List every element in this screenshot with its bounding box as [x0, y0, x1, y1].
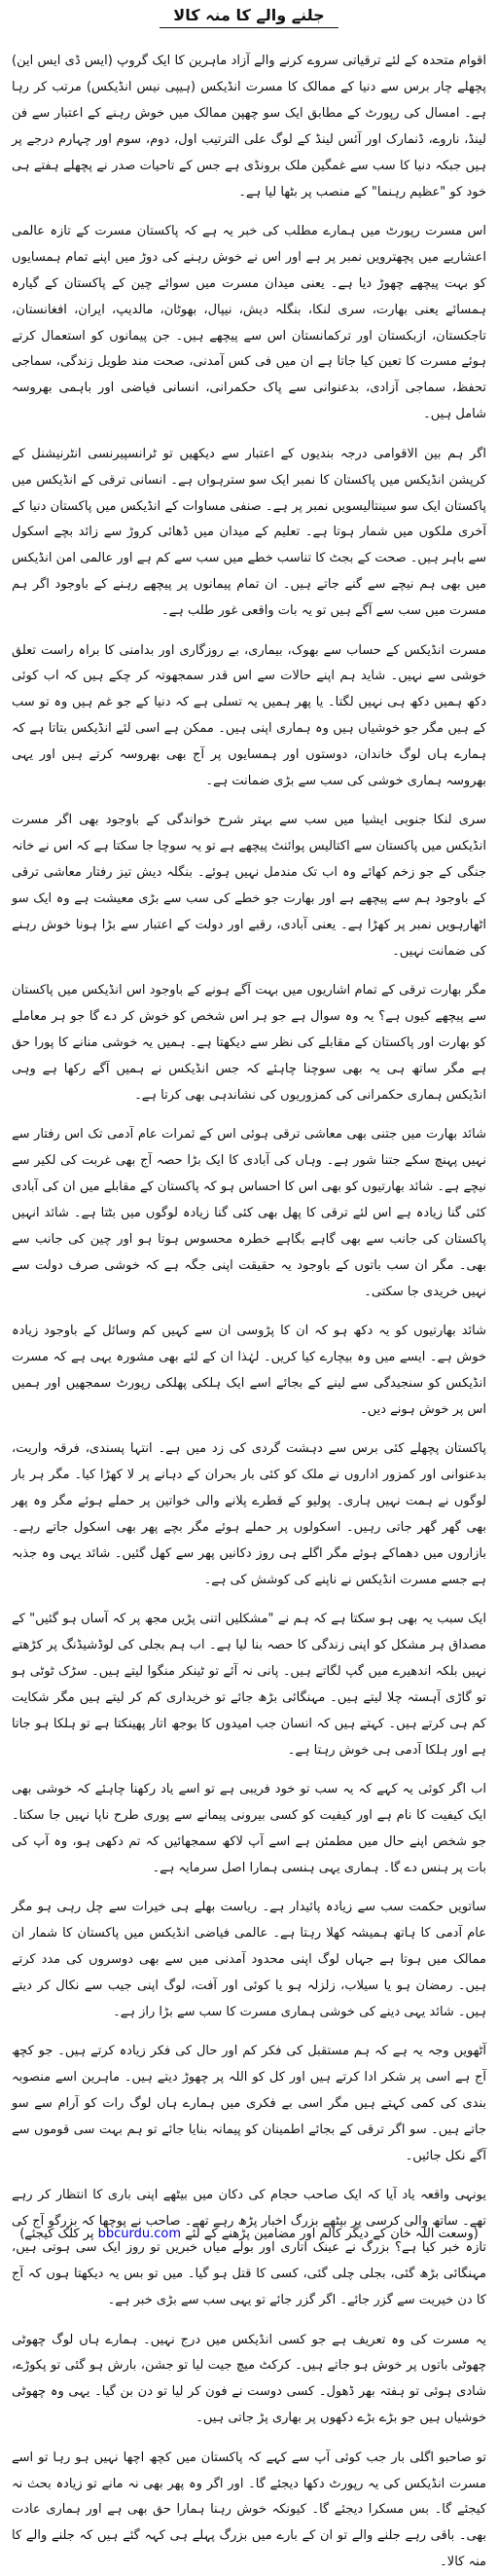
- paragraph-3: اگر ہم بین الاقوامی درجہ بندیوں کے اعتبار سے دیکھیں تو ٹرانسپیرنسی انٹرنیشنل کے کرپشن انڈیکس میں پاکستان کا نمبر ایک سو سترہواں ہے۔ انسانی ترقی کے انڈیکس میں پاکستان ایک سو سینتالیسویں نمبر پر ہے۔ صنفی مساوات کے انڈیکس میں پاکستان دنیا کے آخری ملکوں میں شمار ہوتا ہے۔ تعلیم کے میدان میں ڈھائی کروڑ سے زائد بچے اسکول سے باہر ہیں۔ صحت کے بجٹ کا تناسب خطے میں سب سے کم ہے اور عالمی امن انڈیکس میں بھی ہم نیچے سے گنے جاتے ہیں۔ ان تمام پیمانوں پر پیچھے رہنے کے باوجود اگر ہم مسرت میں سب سے آگے ہیں تو یہ بات واقعی غور طلب ہے۔: [12, 446, 486, 619]
- paragraph-14: یونہی واقعہ یاد آیا کہ ایک صاحب حجام کی دکان میں بیٹھے اپنی باری کا انتظار کر رہے تھے۔ ساتھ والی کرسی پر بیٹھے بزرگ اخبار پڑھ رہے تھے۔ صاحب نے پوچھا کہ بزرگو آج کی تازہ خبر کیا ہے؟ بزرگ نے عینک اتاری اور بولے میاں خبریں تو روز ایک سی ہوتی ہیں، مہنگائی بڑھ گئی، بجلی چلی گئی، کسی کا قتل ہو گیا۔ میں تو بس یہ دیکھتا ہوں کہ آج کا دن خیریت سے گزر جائے۔ اگر گزر جائے تو یہی سب سے بڑی خبر ہے۔: [12, 2188, 486, 2308]
- paragraph-1: اقوام متحدہ کے لئے ترقیاتی سروے کرنے والے آزاد ماہرین کا ایک گروپ (ایس ڈی ایس این) پچھلے چار برس سے دنیا کے ممالک کا مسرت انڈیکس (ہیپی نیس انڈیکس) مرتب کر رہا ہے۔ امسال کی رپورٹ کے مطابق ایک سو چھپن ممالک میں خوش رہنے کے اعتبار سے فن لینڈ، ناروے، ڈنمارک اور آئس لینڈ کے لوگ علی الترتیب اول، دوم، سوم اور چہارم درجے پر ہیں جبکہ دنیا کا سب سے غمگین ملک برونڈی ہے جس کے تاحیات صدر نے پچھلے ہفتے ہی خود کو "عظیم رہنما" کے منصب پر بٹھا لیا ہے۔: [12, 54, 486, 200]
- paragraph-15: یہ مسرت کی وہ تعریف ہے جو کسی انڈیکس میں درج نہیں۔ ہمارے ہاں لوگ چھوٹی چھوٹی باتوں پر خوش ہو جاتے ہیں۔ کرکٹ میچ جیت لیا تو جشن، بارش ہو گئی تو پکوڑے، شادی ہوئی تو ہفتہ بھر ڈھول۔ کسی دوست نے فون کر لیا تو دن بن گیا۔ یہی وہ چھوٹی خوشیاں ہیں جو بڑے بڑے دکھوں پر بھاری پڑ جاتی ہیں۔: [12, 2332, 486, 2426]
- paragraph-8: شائد بھارتیوں کو یہ دکھ ہو کہ ان کا پڑوسی ان سے کہیں کم وسائل کے باوجود زیادہ خوش ہے۔ ایسے میں وہ بیچارے کیا کریں۔ لہٰذا ان کے لئے بھی مشورہ یہی ہے کہ مسرت انڈیکس کو سنجیدگی سے لینے کے بجائے اسے ایک ہلکی پھلکی رپورٹ سمجھیں اور ہمیں اس پر خوش ہونے دیں۔: [12, 1324, 486, 1417]
- paragraph-10: ایک سبب یہ بھی ہو سکتا ہے کہ ہم نے "مشکلیں اتنی پڑیں مجھ پر کہ آساں ہو گئیں" کے مصداق ہر مشکل کو اپنی زندگی کا حصہ بنا لیا ہے۔ اب ہم بجلی کی لوڈشیڈنگ پر کڑھتے نہیں بلکہ اندھیرے میں گپ لگاتے ہیں۔ پانی نہ آئے تو ٹینکر منگوا لیتے ہیں۔ سڑک ٹوٹی ہو تو گاڑی آہستہ چلا لیتے ہیں۔ مہنگائی بڑھ جائے تو خریداری کم کر لیتے ہیں مگر شکایت کم ہی کرتے ہیں۔ کہتے ہیں کہ انسان جب امیدوں کا بوجھ اتار پھینکتا ہے تو ہلکا ہو جاتا ہے اور ہلکا آدمی ہی خوش رہتا ہے۔: [12, 1612, 486, 1758]
- paragraph-2: اس مسرت رپورٹ میں ہمارے مطلب کی خبر یہ ہے کہ پاکستان مسرت کے تازہ عالمی اعشاریے میں پچھترویں نمبر پر ہے اور اس نے خوش رہنے کی دوڑ میں اپنے تمام ہمسایوں کو بہت پیچھے چھوڑ دیا ہے۔ یعنی میدان مسرت میں سوائے چین کے پاکستان کے گیارہ ہمسائے یعنی بھارت، سری لنکا، بنگلہ دیش، نیپال، بھوٹان، مالدیپ، ایران، افغانستان، تاجکستان، ازبکستان اور ترکمانستان اس سے پیچھے ہیں۔ جن پیمانوں کو استعمال کرتے ہوئے مسرت کا تعین کیا جاتا ہے ان میں فی کس آمدنی، صحت مند طویل زندگی، سماجی تحفظ، سماجی آزادی، بدعنوانی سے پاک حکمرانی، انسانی فیاضی اور باہمی بھروسہ شامل ہیں۔: [12, 223, 486, 422]
- paragraph-4: مسرت انڈیکس کے حساب سے بھوک، بیماری، بے روزگاری اور بدامنی کا براہ راست تعلق خوشی سے نہیں۔ شاید ہم اپنے حالات سے اس قدر سمجھوتہ کر چکے ہیں کہ اب کوئی دکھ ہمیں دکھ ہی نہیں لگتا۔ یا پھر ہمیں یہ تسلی ہے کہ دنیا کے جو غم ہیں وہ تو سب کے ہیں مگر جو خوشیاں ہیں وہ ہماری اپنی ہیں۔ ممکن ہے اسی لئے انڈیکس بتاتا ہے کہ ہمارے ہاں لوگ خاندان، دوستوں اور ہمسایوں پر آج بھی بھروسہ کرتے ہیں اور یہی بھروسہ ہماری خوشی کی سب سے بڑی ضمانت ہے۔: [12, 642, 486, 789]
- paragraph-12: ساتویں حکمت سب سے زیادہ پائیدار ہے۔ ریاست بھلے ہی خیرات سے چل رہی ہو مگر عام آدمی کا ہاتھ ہمیشہ کھلا رہتا ہے۔ عالمی فیاضی انڈیکس میں پاکستان کا شمار ان ممالک میں ہوتا ہے جہاں لوگ اپنی محدود آمدنی میں سے بھی دوسروں کی مدد کرتے ہیں۔ رمضان ہو یا سیلاب، زلزلہ ہو یا کوئی اور آفت، لوگ اپنی جیب سے نکال کر دیتے ہیں۔ شائد یہی دینے کی خوشی ہماری مسرت کا سب سے بڑا راز ہے۔: [12, 1900, 486, 2020]
- bbcurdu-link[interactable]: bbcurdu.com: [97, 2227, 182, 2241]
- footer-prefix: (وسعت اللہ خان کے دیگر کالم اور مضامین پڑھنے کے لئے: [185, 2227, 479, 2241]
- footer-suffix: پر کلک کیجئے): [19, 2227, 94, 2241]
- paragraph-16: تو صاحبو اگلی بار جب کوئی آپ سے کہے کہ پاکستان میں کچھ اچھا نہیں ہو رہا تو اسے مسرت انڈیکس کی یہ رپورٹ دکھا دیجئے گا۔ اور اگر وہ پھر بھی نہ مانے تو زیادہ بحث نہ کیجئے گا۔ بس مسکرا دیجئے گا۔ کیونکہ خوش رہنا ہمارا حق بھی ہے اور ہماری عادت بھی۔ باقی رہے جلنے والے تو ان کے بارے میں بزرگ پہلے ہی کہہ گئے ہیں کہ جلنے والے کا منہ کالا۔: [12, 2449, 486, 2570]
- paragraph-5: سری لنکا جنوبی ایشیا میں سب سے بہتر شرح خواندگی کے باوجود بھی اگر مسرت انڈیکس میں پاکستان سے اکتالیس پوائنٹ پیچھے ہے تو یہ سوچا جا سکتا ہے کہ اس نے خانہ جنگی کے جو زخم کھائے وہ اب تک مندمل نہیں ہوئے۔ بنگلہ دیش تیز رفتار معاشی ترقی کے باوجود ہم سے پیچھے ہے اور بھارت جو خطے کی سب سے بڑی معیشت ہے وہ ایک سو اٹھارہویں نمبر پر کھڑا ہے۔ یعنی آبادی، رقبے اور دولت کے اعتبار سے بڑا ہونا خوش رہنے کی ضمانت نہیں۔: [12, 813, 486, 959]
- paragraph-9: پاکستان پچھلے کئی برس سے دہشت گردی کی زد میں ہے۔ انتہا پسندی، فرقہ واریت، بدعنوانی اور کمزور اداروں نے ملک کو کئی بار بحران کے دہانے پر لا کھڑا کیا۔ مگر ہر بار لوگوں نے ہمت نہیں ہاری۔ پولیو کے قطرے پلانے والی خواتین پر حملے ہوئے مگر وہ پھر بھی گھر گھر جاتی رہیں۔ اسکولوں پر حملے ہوئے مگر بچے پھر بھی اسکول جاتے رہے۔ بازاروں میں دھماکے ہوئے مگر اگلے ہی روز دکانیں پھر سے کھل گئیں۔ شائد یہی وہ جذبہ ہے جسے مسرت انڈیکس نے ناپنے کی کوشش کی ہے۔: [12, 1441, 486, 1587]
- paragraph-7: شائد بھارت میں جتنی بھی معاشی ترقی ہوئی اس کے ثمرات عام آدمی تک اس رفتار سے نہیں پہنچ سکے جتنا شور ہے۔ وہاں کی آبادی کا ایک بڑا حصہ آج بھی غربت کی لکیر سے نیچے ہے۔ شائد بھارتیوں کو بھی اس کا احساس ہو کہ پاکستان کے مقابلے میں ان کی آبادی کئی گنا زیادہ ہے اس لئے ترقی کا پھل بھی کئی گنا زیادہ لوگوں میں بٹتا ہے۔ شائد انہیں پاکستان کی جانب سے بھی گاہے بگاہے خطرہ محسوس ہوتا ہو اور چین کی جانب سے بھی۔ مگر ان سب باتوں کے باوجود یہ حقیقت اپنی جگہ ہے کہ خوشی صرف دولت سے نہیں خریدی جا سکتی۔: [12, 1127, 486, 1299]
- title-wrapper: [0, 6, 498, 28]
- article-footer: [0, 2227, 498, 2241]
- paragraph-13: آٹھویں وجہ یہ ہے کہ ہم مستقبل کی فکر کم اور حال کی فکر زیادہ کرتے ہیں۔ جو کچھ آج ہے اسی پر شکر ادا کرتے ہیں اور کل کو اللہ پر چھوڑ دیتے ہیں۔ ماہرین اسے منصوبہ بندی کی کمی کہتے ہیں مگر اسی بے فکری میں ہمارے ہاں لوگ رات کو آرام سے سو جاتے ہیں۔ سو اگر ترقی کے بجائے اطمینان کو پیمانہ بنایا جائے تو ہم بہت سی قوموں سے آگے نکل جائیں۔: [12, 2044, 486, 2164]
- paragraph-6: مگر بھارت ترقی کے تمام اشاریوں میں بہت آگے ہونے کے باوجود اس انڈیکس میں پاکستان سے پیچھے کیوں ہے؟ یہ وہ سوال ہے جو ہر اس شخص کو خوش کر دے گا جو ہر معاملے کو بھارت اور پاکستان کے مقابلے کی نظر سے دیکھتا ہے۔ ہمیں یہ خوشی منانے کا پورا حق ہے مگر ساتھ ہی یہ بھی سوچنا چاہئے کہ جس انڈیکس نے ہمیں آگے رکھا ہے وہی انڈیکس ہماری حکمرانی کی کمزوریوں کی نشاندہی بھی کرتا ہے۔: [12, 983, 486, 1104]
- article-title: جلنے والے کا منہ کالا: [160, 6, 338, 28]
- paragraph-11: اب اگر کوئی یہ کہے کہ یہ سب تو خود فریبی ہے تو اسے یاد رکھنا چاہئے کہ خوشی بھی ایک کیفیت کا نام ہے اور کیفیت کو کسی بیرونی پیمانے سے پوری طرح ناپا نہیں جا سکتا۔ جو شخص اپنے حال میں مطمئن ہے اسے آپ لاکھ سمجھائیں کہ تم دکھی ہو، وہ آپ کی بات پر ہنس دے گا۔ ہماری یہی ہنسی ہمارا اصل سرمایہ ہے۔: [12, 1782, 486, 1875]
